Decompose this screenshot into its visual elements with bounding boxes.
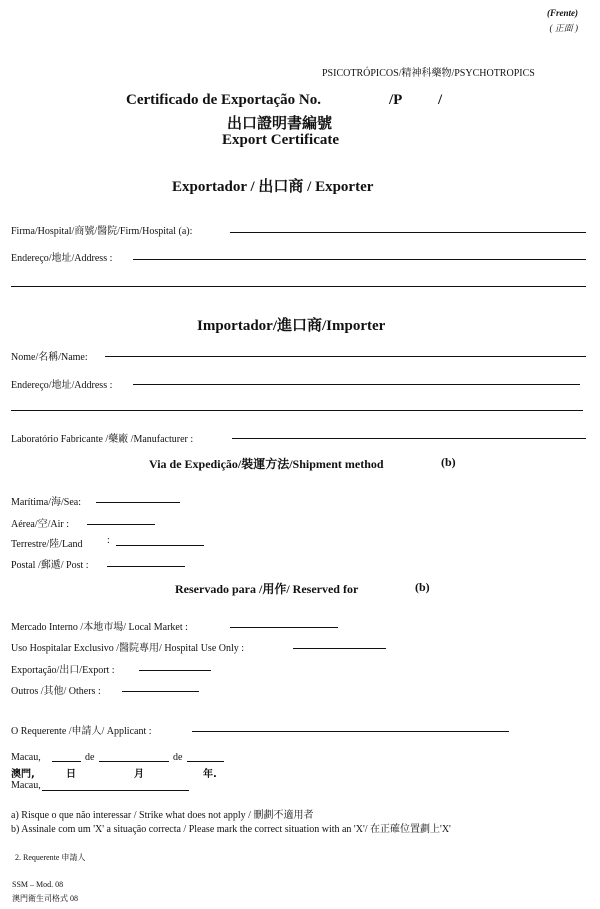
date-de-2: de (173, 752, 183, 763)
importer-address-field-2[interactable] (11, 410, 583, 411)
date-month-field[interactable] (99, 761, 169, 762)
manufacturer-field[interactable] (232, 438, 586, 439)
shipment-sea-label: Marítima/海/Sea: (11, 497, 81, 508)
exporter-address-label: Endereço/地址/Address : (11, 253, 113, 264)
shipment-sea-field[interactable] (96, 502, 180, 503)
exporter-firm-label: Firma/Hospital/商號/醫院/Firm/Hospital (a): (11, 226, 193, 237)
note-b: b) Assinale com um 'X' a situação correcta / Please mark the correct situation with an 'X'/ 在正確位置劃上'X' (11, 824, 451, 835)
note-a: a) Risque o que não interessar / Strike what does not apply / 刪劃不適用者 (11, 810, 314, 821)
exporter-address-field[interactable] (133, 259, 586, 260)
reserved-others-label: Outros /其他/ Others : (11, 686, 101, 697)
certificate-number-slash: / (438, 92, 443, 108)
date-day-zh: 日 (66, 769, 76, 780)
importer-heading: Importador/進口商/Importer (197, 318, 386, 334)
reserved-export-label: Exportação/出口/Export : (11, 665, 115, 676)
exporter-firm-field[interactable] (230, 232, 586, 233)
page-side-label-zh: ( 正面 ) (549, 23, 578, 33)
date-place-label-2: Macau, (11, 780, 41, 791)
shipment-air-label: Aérea/空/Air : (11, 519, 70, 530)
certificate-title-en: Export Certificate (222, 132, 340, 148)
reserved-others-field[interactable] (122, 691, 199, 692)
form-code: SSM – Mod. 08 (12, 880, 64, 889)
reserved-note-ref: (b) (415, 580, 430, 594)
shipment-note-ref: (b) (441, 455, 456, 469)
date-year-zh: 年. (203, 769, 217, 780)
importer-address-field[interactable] (133, 384, 580, 385)
reserved-heading: Reservado para /用作/ Reserved for (175, 582, 359, 596)
shipment-post-field[interactable] (107, 566, 185, 567)
date-place-label-zh: 澳門, (11, 769, 35, 780)
shipment-land-colon: : (107, 535, 110, 546)
shipment-air-field[interactable] (87, 524, 155, 525)
date-day-field[interactable] (52, 761, 81, 762)
certificate-number-p: /P (389, 92, 403, 108)
exporter-address-field-2[interactable] (11, 286, 586, 287)
reserved-hospital-label: Uso Hospitalar Exclusivo /醫院專用/ Hospital Use Only : (11, 643, 245, 654)
importer-address-label: Endereço/地址/Address : (11, 380, 113, 391)
shipment-heading: Via de Expedição/裝運方法/Shipment method (149, 457, 384, 471)
importer-name-field[interactable] (105, 356, 586, 357)
reserved-hospital-field[interactable] (293, 648, 386, 649)
shipment-land-label: Terrestre/陸/Land (11, 539, 83, 550)
copy-designation: 2. Requerente 申請人 (15, 853, 86, 862)
exporter-heading: Exportador / 出口商 / Exporter (172, 179, 374, 195)
page-side-label: (Frente) (547, 8, 578, 18)
category-label: PSICOTRÓPICOS/精神科藥物/PSYCHOTROPICS (322, 68, 535, 79)
date-month-zh: 月 (134, 769, 144, 780)
certificate-title-zh: 出口證明書編號 (227, 114, 333, 132)
date-place-label: Macau, (11, 752, 41, 763)
form-code-zh: 澳門衛生司格式 08 (12, 894, 78, 903)
importer-name-label: Nome/名稱/Name: (11, 352, 88, 363)
shipment-land-field[interactable] (116, 545, 204, 546)
date-de-1: de (85, 752, 95, 763)
reserved-local-label: Mercado Interno /本地市場/ Local Market : (11, 622, 188, 633)
applicant-label: O Requerente /申請人/ Applicant : (11, 726, 152, 737)
date-place-field[interactable] (42, 790, 189, 791)
manufacturer-label: Laboratório Fabricante /藥廠 /Manufacturer : (11, 434, 194, 445)
reserved-local-field[interactable] (230, 627, 338, 628)
applicant-field[interactable] (192, 731, 509, 732)
date-year-field[interactable] (187, 761, 224, 762)
certificate-number-label: Certificado de Exportação No. (126, 92, 321, 108)
shipment-post-label: Postal /郵遞/ Post : (11, 560, 89, 571)
reserved-export-field[interactable] (139, 670, 211, 671)
